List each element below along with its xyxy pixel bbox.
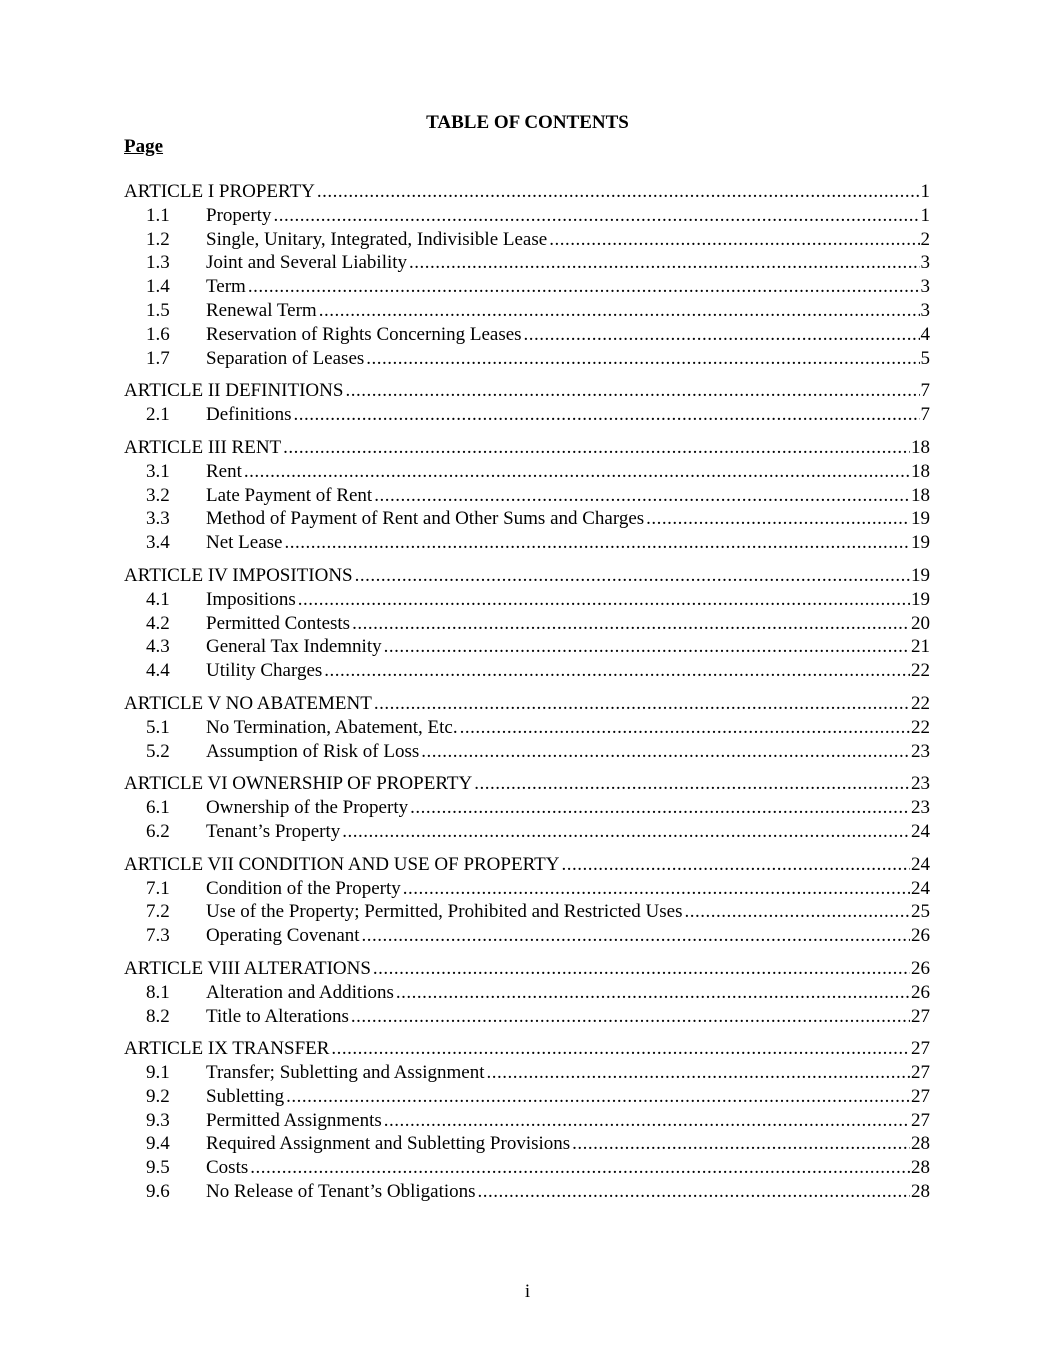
dot-leader (572, 1132, 910, 1156)
section-page-number: 27 (911, 1085, 930, 1107)
section-number: 9.1 (146, 1062, 170, 1084)
section-number: 9.2 (146, 1085, 170, 1107)
article-page-number: 23 (911, 773, 930, 795)
dot-leader (374, 692, 910, 716)
section-title: Term (206, 276, 246, 298)
section-number: 1.5 (146, 299, 170, 321)
section-page-number: 18 (911, 460, 930, 482)
section-page-number: 1 (920, 204, 930, 226)
section-title: Method of Payment of Rent and Other Sums and Charges (206, 508, 645, 530)
section-title: Costs (206, 1157, 249, 1179)
section-page-number: 4 (920, 323, 930, 345)
toc-article-block (124, 564, 930, 683)
section-page-number: 23 (911, 797, 930, 819)
section-number: 4.3 (146, 636, 170, 658)
toc-article-heading[interactable] (124, 564, 930, 588)
section-number: 1.3 (146, 252, 170, 274)
section-number: 2.1 (146, 404, 170, 426)
dot-leader (273, 204, 919, 228)
toc-section-entry[interactable] (124, 323, 930, 347)
toc-article-block (124, 180, 930, 370)
toc-section-entry[interactable] (124, 1156, 930, 1180)
section-page-number: 26 (911, 925, 930, 947)
section-number: 7.2 (146, 901, 170, 923)
table-of-contents (124, 180, 930, 1213)
dot-leader (460, 716, 910, 740)
dot-leader (474, 772, 910, 796)
section-number: 6.2 (146, 820, 170, 842)
toc-article-heading[interactable] (124, 436, 930, 460)
toc-section-entry[interactable] (124, 228, 930, 252)
section-number: 8.1 (146, 981, 170, 1003)
toc-section-entry[interactable] (124, 612, 930, 636)
section-title: Utility Charges (206, 660, 323, 682)
section-page-number: 3 (920, 299, 930, 321)
section-title: Ownership of the Property (206, 797, 409, 819)
section-page-number: 18 (911, 484, 930, 506)
dot-leader (384, 635, 910, 659)
toc-section-entry[interactable] (124, 635, 930, 659)
section-page-number: 19 (911, 588, 930, 610)
article-title: ARTICLE II DEFINITIONS (124, 380, 344, 402)
article-title: ARTICLE VI OWNERSHIP OF PROPERTY (124, 773, 473, 795)
dot-leader (478, 1180, 910, 1204)
dot-leader (561, 853, 910, 877)
section-page-number: 22 (911, 716, 930, 738)
article-page-number: 1 (920, 181, 930, 202)
section-page-number: 19 (911, 508, 930, 530)
section-title: Transfer; Subletting and Assignment (206, 1062, 485, 1084)
section-title: Impositions (206, 588, 296, 610)
article-title: ARTICLE IX TRANSFER (124, 1038, 330, 1060)
section-page-number: 27 (911, 1109, 930, 1131)
toc-section-entry[interactable] (124, 403, 930, 427)
section-page-number: 22 (911, 660, 930, 682)
section-page-number: 27 (911, 1005, 930, 1027)
section-title: Single, Unitary, Integrated, Indivisible Lease (206, 228, 548, 250)
toc-section-entry[interactable] (124, 251, 930, 275)
toc-section-entry[interactable] (124, 347, 930, 371)
section-title: Joint and Several Liability (206, 252, 408, 274)
section-title: Operating Covenant (206, 925, 360, 947)
section-title: No Termination, Abatement, Etc. (206, 716, 458, 738)
toc-article-block (124, 1037, 930, 1204)
section-number: 9.3 (146, 1109, 170, 1131)
section-title: Assumption of Risk of Loss (206, 740, 420, 762)
toc-section-entry[interactable] (124, 659, 930, 683)
dot-leader (403, 877, 910, 901)
section-number: 3.4 (146, 532, 170, 554)
toc-article-heading[interactable] (124, 379, 930, 403)
dot-leader (319, 299, 920, 323)
section-page-number: 21 (911, 636, 930, 658)
toc-article-heading[interactable] (124, 957, 930, 981)
section-page-number: 5 (920, 347, 930, 369)
toc-section-entry[interactable] (124, 1085, 930, 1109)
dot-leader (250, 1156, 910, 1180)
toc-section-entry[interactable] (124, 1180, 930, 1204)
section-page-number: 3 (920, 252, 930, 274)
page-number-footer: i (524, 1281, 531, 1302)
dot-leader (384, 1109, 910, 1133)
page-column-label: Page (124, 136, 164, 157)
section-page-number: 3 (920, 276, 930, 298)
toc-article-block (124, 379, 930, 427)
section-page-number: 2 (920, 228, 930, 250)
dot-leader (324, 659, 910, 683)
section-number: 1.1 (146, 204, 170, 226)
dot-leader (294, 403, 920, 427)
section-title: Condition of the Property (206, 877, 401, 899)
section-title: Net Lease (206, 532, 283, 554)
toc-section-entry[interactable] (124, 588, 930, 612)
section-title: Subletting (206, 1085, 285, 1107)
section-number: 9.4 (146, 1133, 170, 1155)
article-title: ARTICLE V NO ABATEMENT (124, 692, 372, 714)
dot-leader (374, 484, 910, 508)
section-number: 5.2 (146, 740, 170, 762)
toc-article-block (124, 957, 930, 1028)
section-page-number: 19 (911, 532, 930, 554)
section-title: Permitted Assignments (206, 1109, 382, 1131)
dot-leader (351, 1005, 910, 1029)
toc-section-entry[interactable] (124, 484, 930, 508)
section-title: Property (206, 204, 272, 226)
toc-section-entry[interactable] (124, 1061, 930, 1085)
dot-leader (549, 228, 919, 252)
section-page-number: 25 (911, 901, 930, 923)
section-page-number: 24 (911, 820, 930, 842)
article-page-number: 26 (911, 957, 930, 979)
dot-leader (286, 1085, 910, 1109)
toc-section-entry[interactable] (124, 460, 930, 484)
section-page-number: 24 (911, 877, 930, 899)
section-page-number: 20 (911, 612, 930, 634)
toc-section-entry[interactable] (124, 204, 930, 228)
dot-leader (342, 820, 910, 844)
section-number: 6.1 (146, 797, 170, 819)
section-page-number: 28 (911, 1181, 930, 1203)
toc-section-entry[interactable] (124, 1132, 930, 1156)
section-title: Use of the Property; Permitted, Prohibited and Restricted Uses (206, 901, 683, 923)
section-number: 1.6 (146, 323, 170, 345)
dot-leader (355, 564, 910, 588)
section-page-number: 28 (911, 1157, 930, 1179)
dot-leader (409, 251, 919, 275)
document-title: TABLE OF CONTENTS (426, 112, 629, 133)
dot-leader (331, 1037, 910, 1061)
section-page-number: 23 (911, 740, 930, 762)
article-page-number: 7 (920, 380, 930, 402)
article-title: ARTICLE III RENT (124, 436, 282, 458)
section-title: Title to Alterations (206, 1005, 349, 1027)
article-page-number: 22 (911, 692, 930, 714)
section-number: 9.6 (146, 1181, 170, 1203)
article-title: ARTICLE VIII ALTERATIONS (124, 957, 371, 979)
toc-section-entry[interactable] (124, 299, 930, 323)
section-number: 3.1 (146, 460, 170, 482)
toc-section-entry[interactable] (124, 900, 930, 924)
section-number: 1.7 (146, 347, 170, 369)
section-title: Required Assignment and Subletting Provisions (206, 1133, 571, 1155)
section-page-number: 28 (911, 1133, 930, 1155)
dot-leader (352, 612, 910, 636)
article-title: ARTICLE VII CONDITION AND USE OF PROPERTY (124, 853, 560, 875)
section-number: 4.4 (146, 660, 170, 682)
toc-section-entry[interactable] (124, 1109, 930, 1133)
article-page-number: 18 (911, 436, 930, 458)
toc-article-heading[interactable] (124, 772, 930, 796)
article-page-number: 24 (911, 853, 930, 875)
section-title: Alteration and Additions (206, 981, 394, 1003)
section-number: 4.2 (146, 612, 170, 634)
dot-leader (685, 900, 911, 924)
dot-leader (244, 460, 910, 484)
dot-leader (487, 1061, 911, 1085)
section-number: 7.1 (146, 877, 170, 899)
toc-section-entry[interactable] (124, 820, 930, 844)
section-number: 7.3 (146, 925, 170, 947)
article-title: ARTICLE IV IMPOSITIONS (124, 564, 353, 586)
section-number: 4.1 (146, 588, 170, 610)
toc-article-block (124, 692, 930, 763)
dot-leader (284, 531, 910, 555)
article-page-number: 27 (911, 1038, 930, 1060)
toc-article-block (124, 853, 930, 948)
section-page-number: 26 (911, 981, 930, 1003)
dot-leader (248, 275, 920, 299)
dot-leader (373, 957, 910, 981)
dot-leader (345, 379, 919, 403)
dot-leader (421, 740, 910, 764)
section-title: Rent (206, 460, 242, 482)
section-title: Reservation of Rights Concerning Leases (206, 323, 522, 345)
toc-article-heading[interactable] (124, 1037, 930, 1061)
toc-article-heading[interactable] (124, 853, 930, 877)
dot-leader (283, 436, 910, 460)
section-title: Permitted Contests (206, 612, 351, 634)
toc-section-entry[interactable] (124, 740, 930, 764)
toc-section-entry[interactable] (124, 531, 930, 555)
section-number: 3.3 (146, 508, 170, 530)
dot-leader (298, 588, 910, 612)
section-title: Tenant’s Property (206, 820, 341, 842)
toc-article-block (124, 772, 930, 843)
toc-section-entry[interactable] (124, 924, 930, 948)
dot-leader (317, 180, 920, 204)
section-number: 8.2 (146, 1005, 170, 1027)
toc-article-heading[interactable] (124, 180, 930, 204)
section-page-number: 27 (911, 1062, 930, 1084)
toc-section-entry[interactable] (124, 796, 930, 820)
section-number: 9.5 (146, 1157, 170, 1179)
section-title: General Tax Indemnity (206, 636, 382, 658)
article-title: ARTICLE I PROPERTY (124, 181, 315, 202)
toc-section-entry[interactable] (124, 507, 930, 531)
toc-section-entry[interactable] (124, 1005, 930, 1029)
dot-leader (366, 347, 919, 371)
section-title: Definitions (206, 404, 292, 426)
toc-section-entry[interactable] (124, 877, 930, 901)
dot-leader (524, 323, 920, 347)
dot-leader (410, 796, 910, 820)
dot-leader (362, 924, 910, 948)
section-title: Late Payment of Rent (206, 484, 373, 506)
dot-leader (646, 507, 910, 531)
toc-section-entry[interactable] (124, 981, 930, 1005)
dot-leader (396, 981, 910, 1005)
toc-article-block (124, 436, 930, 555)
article-page-number: 19 (911, 564, 930, 586)
section-number: 1.4 (146, 276, 170, 298)
toc-article-heading[interactable] (124, 692, 930, 716)
section-number: 3.2 (146, 484, 170, 506)
section-number: 1.2 (146, 228, 170, 250)
section-page-number: 7 (920, 404, 930, 426)
section-title: Separation of Leases (206, 347, 365, 369)
toc-section-entry[interactable] (124, 275, 930, 299)
section-number: 5.1 (146, 716, 170, 738)
section-title: Renewal Term (206, 299, 317, 321)
section-title: No Release of Tenant’s Obligations (206, 1181, 476, 1203)
toc-section-entry[interactable] (124, 716, 930, 740)
